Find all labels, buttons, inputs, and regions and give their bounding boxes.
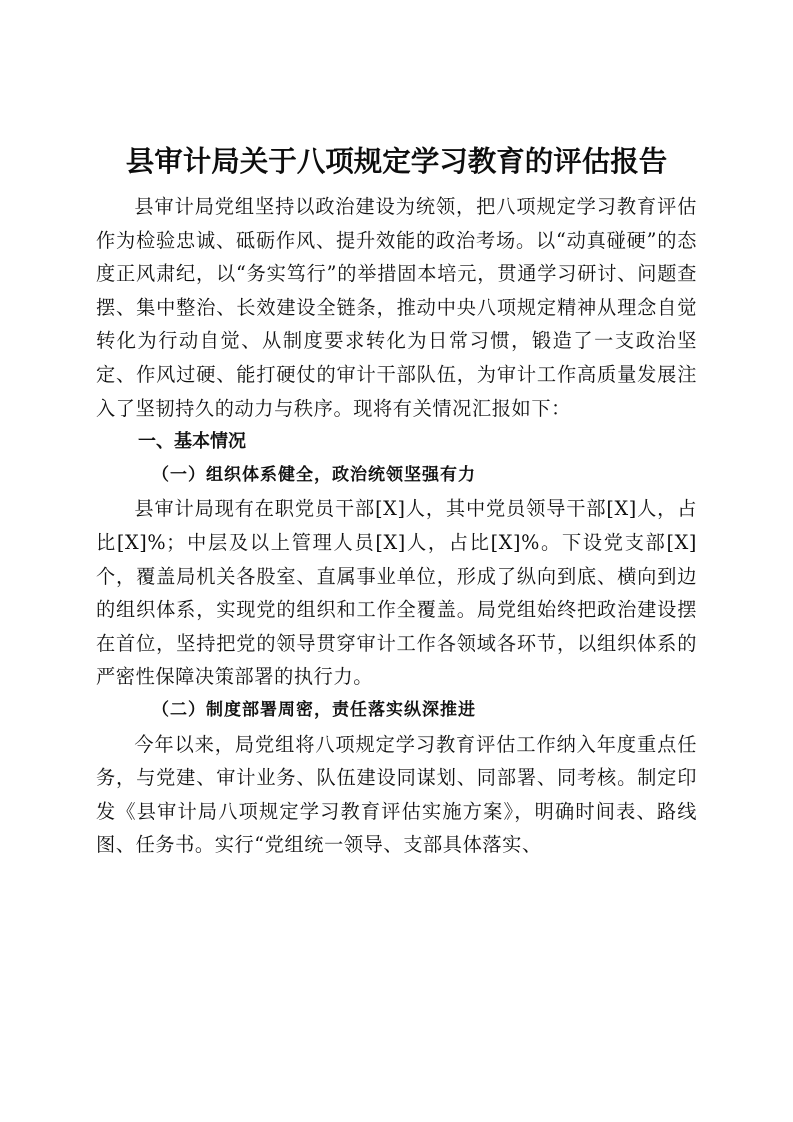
organization-paragraph: 县审计局现有在职党员干部[X]人，其中党员领导干部[X]人，占比[X]%；中层及以上管理人员[X]人，占比[X]%。下设党支部[X]个，覆盖局机关各股室、直属事业单位，形成了纵向到底、横向到边的组织体系，实现党的组织和工作全覆盖。局党组始终把政治建设摆在首位，坚持把党的领导贯穿审计工作各领域各环节，以组织体系的严密性保障决策部署的执行力。	[96, 497, 697, 689]
intro-paragraph: 县审计局党组坚持以政治建设为统领，把八项规定学习教育评估作为检验忠诚、砥砺作风、提升效能的政治考场。以“动真碰硬”的态度正风肃纪，以“务实笃行”的举措固本培元，贯通学习研讨、问题查摆、集中整治、长效建设全链条，推动中央八项规定精神从理念自觉转化为行动自觉、从制度要求转化为日常习惯，锻造了一支政治坚定、作风过硬、能打硬仗的审计干部队伍，为审计工作高质量发展注入了坚韧持久的动力与秩序。现将有关情况汇报如下：	[96, 195, 697, 420]
document-body	[96, 190, 697, 862]
subsection-heading-organization: （一）组织体系健全，政治统领坚强有力	[152, 464, 476, 485]
section-heading-basic-situation: 一、基本情况	[138, 431, 246, 453]
document-title: 县审计局关于八项规定学习教育的评估报告	[125, 145, 668, 178]
deployment-paragraph: 今年以来，局党组将八项规定学习教育评估工作纳入年度重点任务，与党建、审计业务、队伍建设同谋划、同部署、同考核。制定印发《县审计局八项规定学习教育评估实施方案》，明确时间表、路线图、任务书。实行“党组统一领导、支部具体落实、	[96, 732, 697, 857]
subsection-heading-deployment: （二）制度部署周密，责任落实纵深推进	[152, 699, 476, 720]
